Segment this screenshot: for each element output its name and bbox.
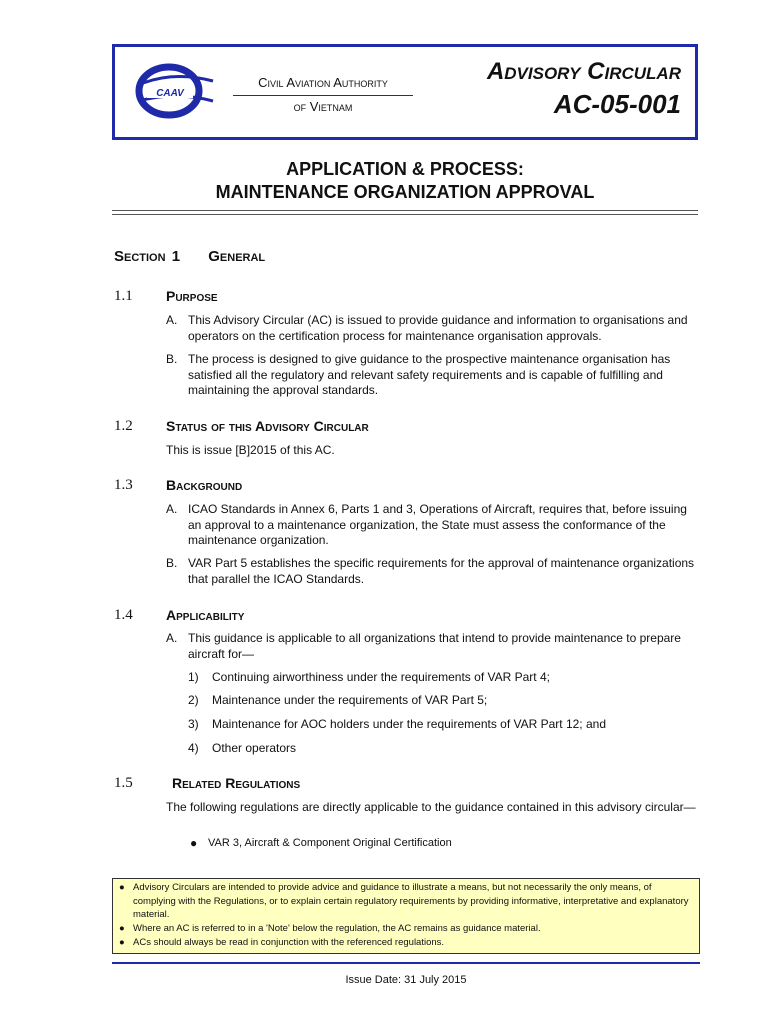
- para-label: B.: [166, 352, 178, 366]
- bullet-icon: ●: [190, 836, 198, 850]
- list-text: Continuing airworthiness under the requirements of VAR Part 4;: [212, 670, 550, 684]
- list-text: Other operators: [212, 741, 297, 755]
- section-heading: [114, 248, 265, 265]
- org-name: [233, 75, 413, 115]
- para-text: ICAO Standards in Annex 6, Parts 1 and 3, Operations of Aircraft, requires that, before issuing an approval to a maintenance organization, the State must assess the conformance of the maintenance organization.: [188, 502, 687, 547]
- advisory-note-box: [112, 878, 700, 954]
- subsection-title: Background: [166, 477, 243, 493]
- issue-date: Issue Date: 31 July 2015: [345, 974, 467, 986]
- bullet-icon: ●: [119, 923, 125, 934]
- para-text: This guidance is applicable to all organizations that intend to provide maintenance to prepare aircraft for—: [188, 631, 681, 661]
- note-text: Where an AC is referred to in a 'Note' below the regulation, the AC remains as guidance material.: [133, 923, 541, 934]
- org-line2: of Vietnam: [293, 99, 353, 114]
- para-text: VAR Part 5 establishes the specific requirements for the approval of maintenance organizations that parallel the ICAO Standards.: [188, 556, 695, 586]
- list-number: 3): [188, 717, 199, 731]
- header-box: [112, 44, 698, 140]
- subsection-title: Applicability: [166, 607, 245, 623]
- bullet-icon: ●: [119, 882, 125, 893]
- list-text: Maintenance for AOC holders under the requirements of VAR Part 12; and: [212, 717, 606, 731]
- org-line1: Civil Aviation Authority: [233, 75, 413, 96]
- para-text: The process is designed to give guidance to the prospective maintenance organisation has satisfied all the regulatory and relevant safety requirements and is capable of fulfilling and maintaining the approval standards.: [188, 352, 671, 397]
- list-number: 1): [188, 670, 199, 684]
- related-regulations-text: The following regulations are directly applicable to the guidance contained in this advisory circular—: [166, 800, 696, 814]
- title-rule-bottom: [112, 214, 698, 215]
- title-line2: MAINTENANCE ORGANIZATION APPROVAL: [215, 182, 595, 202]
- ac-title: [487, 57, 681, 121]
- subsection-number: 1.2: [114, 418, 133, 434]
- para-label: B.: [166, 556, 178, 570]
- bullet-icon: ●: [119, 937, 125, 948]
- list-text: Maintenance under the requirements of VAR Part 5;: [212, 693, 488, 707]
- subsection-number: 1.5: [114, 775, 133, 791]
- subsection-title: Status of this Advisory Circular: [166, 418, 369, 434]
- list-number: 4): [188, 741, 199, 755]
- bullet-text: VAR 3, Aircraft & Component Original Certification: [208, 837, 452, 849]
- subsection-number: 1.4: [114, 607, 133, 623]
- title-line1: APPLICATION & PROCESS:: [286, 159, 524, 179]
- caav-logo: [135, 61, 215, 125]
- document-title: [112, 158, 698, 204]
- ac-number: AC-05-001: [553, 89, 681, 119]
- para-label: A.: [166, 502, 178, 516]
- ac-label: Advisory Circular: [486, 58, 681, 85]
- para-label: A.: [166, 313, 178, 327]
- logo-text: CAAV: [156, 88, 184, 99]
- note-text: Advisory Circulars are intended to provide advice and guidance to illustrate a means, but not necessarily the only means, of complying with the Regulations, or to explain certain regulatory requirements by providing informative, interpretative and explanatory material.: [133, 882, 689, 920]
- para-label: A.: [166, 631, 178, 645]
- section-title: General: [208, 248, 266, 265]
- section-label: Section: [114, 248, 166, 265]
- para-text: This Advisory Circular (AC) is issued to provide guidance and information to organisations and operators on the certification process for maintenance organisation approvals.: [188, 313, 688, 343]
- footer-rule: [112, 962, 700, 964]
- section-number: 1: [171, 248, 181, 265]
- subsection-title: Purpose: [166, 288, 218, 304]
- list-number: 2): [188, 693, 199, 707]
- subsection-number: 1.1: [114, 288, 133, 304]
- title-rule-top: [112, 210, 698, 211]
- subsection-number: 1.3: [114, 477, 133, 493]
- subsection-title: Related Regulations: [172, 775, 301, 791]
- status-text: This is issue [B]2015 of this AC.: [166, 443, 335, 457]
- note-text: ACs should always be read in conjunction with the referenced regulations.: [133, 937, 445, 948]
